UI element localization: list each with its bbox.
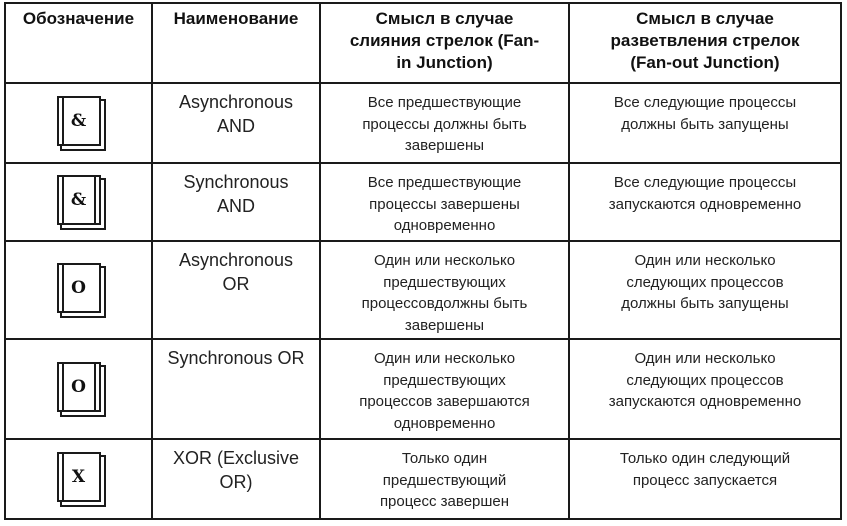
fan-out-cell: Один или несколько следующих процессов запускаются одновременно [569,339,841,439]
symbol-cell [5,439,152,519]
fan-out-cell: Только один следующий процесс запускается [569,439,841,519]
header-fan-in: Смысл в случае слияния стрелок (Fan- in Junction) [320,3,569,83]
sync-or-junction-icon [57,362,101,412]
symbol-cell [5,241,152,339]
table-row [5,163,841,241]
table-row [5,83,841,163]
fan-in-cell: Все предшествующие процессы завершены одновременно [320,163,569,241]
name-cell: Synchronous OR [152,339,320,439]
junction-glyph: O [71,277,86,298]
symbol-cell [5,163,152,241]
name-cell: Synchronous AND [152,163,320,241]
header-symbol: Обозначение [5,3,152,83]
fan-out-cell: Все следующие процессы должны быть запущены [569,83,841,163]
name-cell: XOR (Exclusive OR) [152,439,320,519]
header-name: Наименование [152,3,320,83]
junction-glyph: & [70,110,87,131]
table-row [5,339,841,439]
name-cell: Asynchronous OR [152,241,320,339]
fan-out-cell: Один или несколько следующих процессов должны быть запущены [569,241,841,339]
junction-glyph: & [70,189,87,210]
symbol-cell [5,83,152,163]
fan-in-cell: Один или несколько предшествующих процессовдолжны быть завершены [320,241,569,339]
fan-out-cell: Все следующие процессы запускаются одновременно [569,163,841,241]
table-row [5,241,841,339]
async-and-junction-icon [57,96,101,146]
fan-in-cell: Только один предшествующий процесс завершен [320,439,569,519]
junction-types-table [4,2,842,520]
table-row [5,439,841,519]
header-fan-out: Смысл в случае разветвления стрелок (Fan-out Junction) [569,3,841,83]
junction-glyph: X [71,466,86,487]
name-cell: Asynchronous AND [152,83,320,163]
fan-in-cell: Один или несколько предшествующих процессов завершаются одновременно [320,339,569,439]
fan-in-cell: Все предшествующие процессы должны быть завершены [320,83,569,163]
xor-junction-icon [57,452,101,502]
sync-and-junction-icon [57,175,101,225]
symbol-cell [5,339,152,439]
async-or-junction-icon [57,263,101,313]
table-header-row [5,3,841,83]
junction-glyph: O [71,376,86,397]
